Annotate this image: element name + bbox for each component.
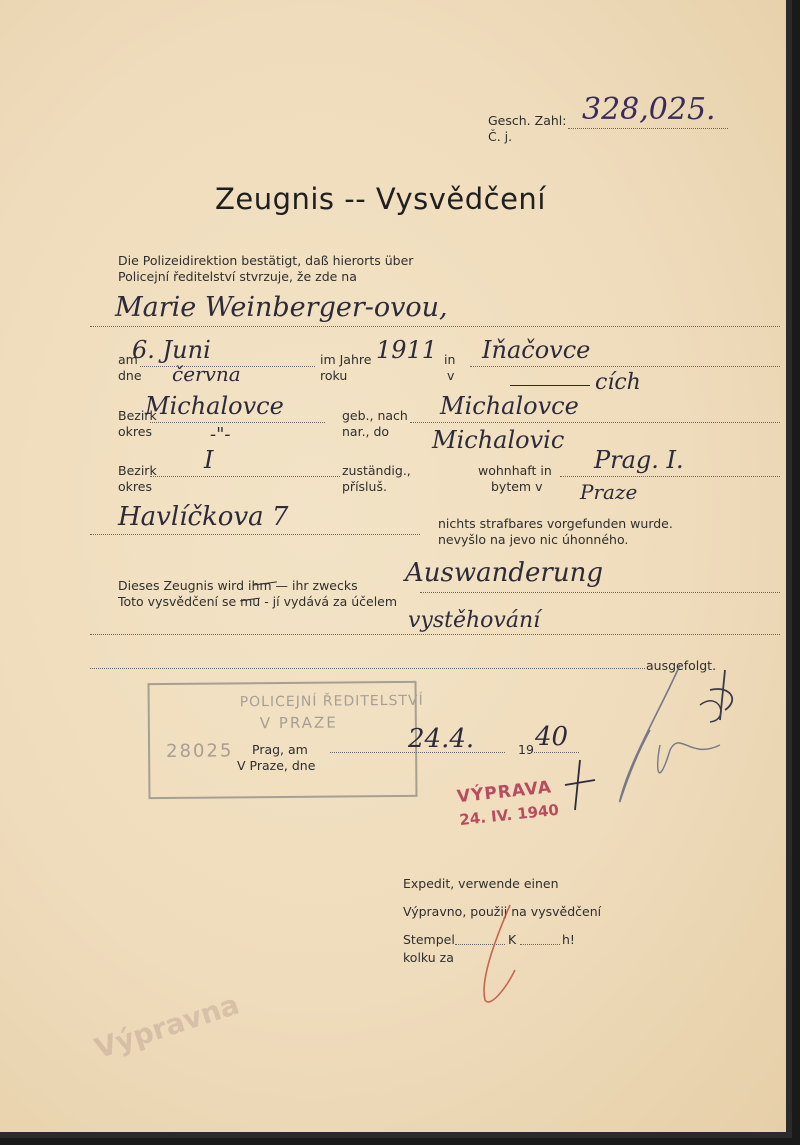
stempel-label: Stempel xyxy=(403,932,455,947)
label-geb: geb., nach xyxy=(342,408,408,423)
city-dotted-line xyxy=(560,476,780,477)
pencil-signature-marks xyxy=(560,650,780,850)
document-title: Zeugnis -- Vysvědčení xyxy=(215,182,546,216)
faded-bottom-stamp: Výpravna xyxy=(90,987,244,1066)
nach-dotted-line xyxy=(410,422,780,423)
ref-label-de: Gesch. Zahl: xyxy=(488,113,567,128)
birth-year: 1911 xyxy=(376,336,438,364)
birth-day: 6. Juni xyxy=(132,336,211,364)
date-label-cs: V Praze, dne xyxy=(237,758,316,773)
name-dotted-line xyxy=(90,326,780,327)
gray-stamp-top: POLICEJNÍ ŘEDITELSTVÍ xyxy=(239,692,424,711)
nothing-de: nichts strafbares vorgefunden wurde. xyxy=(438,516,673,531)
name-value: Marie Weinberger-ovou, xyxy=(115,292,448,323)
purpose-cs: Toto vysvědčení se mu - jí vydává za účelem xyxy=(118,594,398,609)
stempel-h: h! xyxy=(562,932,575,947)
purpose-value-de: Auswanderung xyxy=(405,558,603,588)
district-value-ditto: -"- xyxy=(210,424,231,445)
purpose-value-cs: vystěhování xyxy=(408,608,541,633)
residence-district-value: I xyxy=(204,446,214,474)
date-year: 40 xyxy=(535,722,569,752)
red-stamp-date: 24. IV. 1940 xyxy=(458,800,560,830)
label-bezirk-1: Bezirk xyxy=(118,408,157,423)
ref-label-cs: Č. j. xyxy=(488,129,513,144)
label-bytem: bytem v xyxy=(491,479,543,494)
birth-place: Iňačovce xyxy=(482,336,591,364)
purpose-dotted-line-2 xyxy=(90,634,780,635)
nothing-cs: nevyšlo na jevo nic úhonného. xyxy=(438,532,629,547)
label-am: am xyxy=(118,352,138,367)
red-date-stamp xyxy=(456,777,560,829)
residence-city-cs: Praze xyxy=(580,480,638,504)
street-dotted-line xyxy=(90,534,420,535)
label-v: v xyxy=(447,368,455,383)
birth-day-cs: června xyxy=(172,362,241,386)
expedition-line2: Výpravno, použij na vysvědčení xyxy=(403,904,602,919)
label-dne: dne xyxy=(118,368,142,383)
kolku-label: kolku za xyxy=(403,950,454,965)
label-im-jahre: im Jahre xyxy=(320,352,372,367)
gray-stamp-number: 28025 xyxy=(166,740,234,763)
purpose-de: Dieses Zeugnis wird ihm — ihr zwecks xyxy=(118,578,358,593)
place-suffix: cích xyxy=(595,370,641,395)
expedition-line1: Expedit, verwende einen xyxy=(403,876,559,891)
gray-office-stamp xyxy=(147,681,424,799)
red-pencil-mark xyxy=(470,900,540,1010)
place-dotted-line xyxy=(470,366,780,367)
do-value: Michalovic xyxy=(432,426,565,454)
label-nar: nar., do xyxy=(342,424,390,439)
nach-value: Michalovce xyxy=(440,392,579,420)
street-value: Havlíčkova 7 xyxy=(118,502,289,532)
intro-cs: Policejní ředitelství stvrzuje, že zde na xyxy=(118,269,357,284)
ref-dotted-line xyxy=(568,128,728,129)
label-bezirk-2: Bezirk xyxy=(118,463,157,478)
red-stamp-text: VÝPRAVA xyxy=(456,777,553,808)
label-wohnhaft: wohnhaft in xyxy=(478,463,552,478)
label-in: in xyxy=(444,352,456,367)
ref-number: 328,025. xyxy=(582,92,716,127)
place-dash xyxy=(510,385,590,386)
date-label-de: Prag, am xyxy=(252,742,308,757)
residence-dotted-line xyxy=(150,476,340,477)
intro-de: Die Polizeidirektion bestätigt, daß hierorts über xyxy=(118,253,414,268)
stempel-k: K xyxy=(508,932,517,947)
day-dotted-line xyxy=(140,366,315,367)
label-roku: roku xyxy=(320,368,348,383)
date-value: 24.4. xyxy=(408,724,475,754)
label-prislus: přísluš. xyxy=(342,479,387,494)
ausgefolgt-label: ausgefolgt. xyxy=(646,658,717,673)
district-value: Michalovce xyxy=(145,392,284,420)
date-century: 19 xyxy=(518,742,534,757)
label-okres-2: okres xyxy=(118,479,152,494)
residence-city: Prag. I. xyxy=(594,446,684,474)
gray-stamp-mid: V PRAZE xyxy=(259,713,338,733)
label-okres-1: okres xyxy=(118,424,152,439)
district-dotted-line xyxy=(150,422,325,423)
label-zustandig: zuständig., xyxy=(342,463,411,478)
purpose-dotted-line xyxy=(420,592,780,593)
